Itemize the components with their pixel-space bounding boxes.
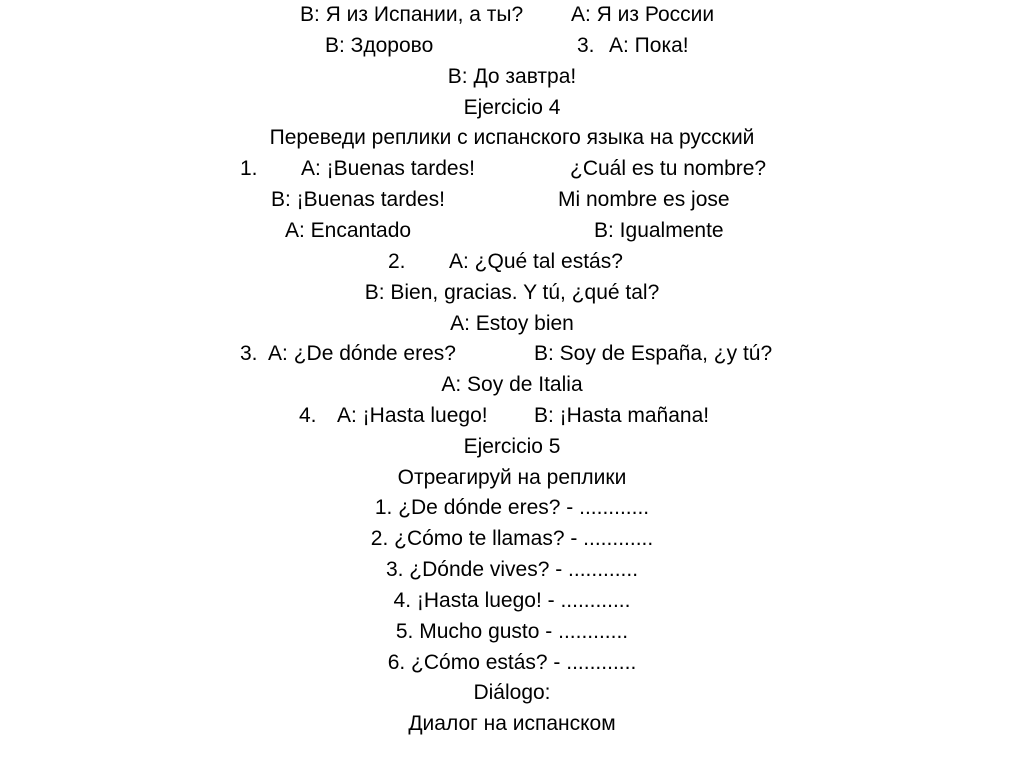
exercise-5-heading: Ejercicio 5: [463, 435, 561, 458]
line-2-right: A: Пока!: [609, 34, 689, 57]
line-6-left: A: ¡Buenas tardes!: [301, 157, 475, 180]
dialog-line-12: [0, 338, 1024, 369]
prompt-5: 5. Mucho gusto - ............: [395, 620, 629, 643]
line-8-right: B: Igualmente: [594, 219, 724, 242]
dialog-line-9: [0, 246, 1024, 277]
line-6-right: ¿Cuál es tu nombre?: [570, 157, 767, 180]
dialog-line-13: A: Soy de Italia: [441, 373, 583, 396]
line-2-left: B: Здорово: [325, 34, 434, 57]
prompt-3: 3. ¿Dónde vives? - ............: [385, 558, 639, 581]
line-7-right: Mi nombre es jose: [558, 188, 730, 211]
dialog-heading: Diálogo:: [473, 681, 551, 704]
line-14-left: A: ¡Hasta luego!: [337, 404, 488, 427]
line-8-left: A: Encantado: [285, 219, 412, 242]
dialog-line-10: B: Bien, gracias. Y tú, ¿qué tal?: [364, 281, 660, 304]
line-2-number: 3.: [577, 34, 595, 57]
line-6-number: 1.: [240, 157, 258, 180]
exercise-4-instruction: Переведи реплики с испанского языка на русский: [269, 126, 755, 149]
prompt-2: 2. ¿Cómo te llamas? - ............: [370, 527, 654, 550]
dialog-line-8: [0, 215, 1024, 246]
dialog-line-11: A: Estoy bien: [450, 312, 574, 335]
dialog-line-14: [0, 400, 1024, 431]
dialog-line-3: B: До завтра!: [447, 65, 577, 88]
line-12-left: 3. A: ¿De dónde eres?: [240, 342, 456, 365]
dialog-subheading: Диалог на испанском: [408, 712, 616, 735]
prompt-6: 6. ¿Cómo estás? - ............: [387, 651, 637, 674]
line-7-left: B: ¡Buenas tardes!: [271, 188, 445, 211]
line-1-left: B: Я из Испании, а ты?: [300, 3, 524, 26]
prompt-1: 1. ¿De dónde eres? - ............: [374, 496, 650, 519]
line-1-right: A: Я из России: [571, 3, 715, 26]
line-12-right: B: Soy de España, ¿y tú?: [534, 342, 773, 365]
prompt-4: 4. ¡Hasta luego! - ............: [393, 589, 631, 612]
dialog-line-1: [0, 0, 1024, 30]
dialog-line-2: [0, 30, 1024, 61]
line-9-number: 2.: [388, 250, 406, 273]
exercise-5-instruction: Отреагируй на реплики: [397, 466, 627, 489]
exercise-4-heading: Ejercicio 4: [463, 96, 561, 119]
dialog-line-6: [0, 153, 1024, 184]
dialog-line-7: [0, 184, 1024, 215]
line-14-number: 4.: [299, 404, 317, 427]
line-14-right: B: ¡Hasta mañana!: [534, 404, 710, 427]
line-9-text: A: ¿Qué tal estás?: [449, 250, 623, 273]
